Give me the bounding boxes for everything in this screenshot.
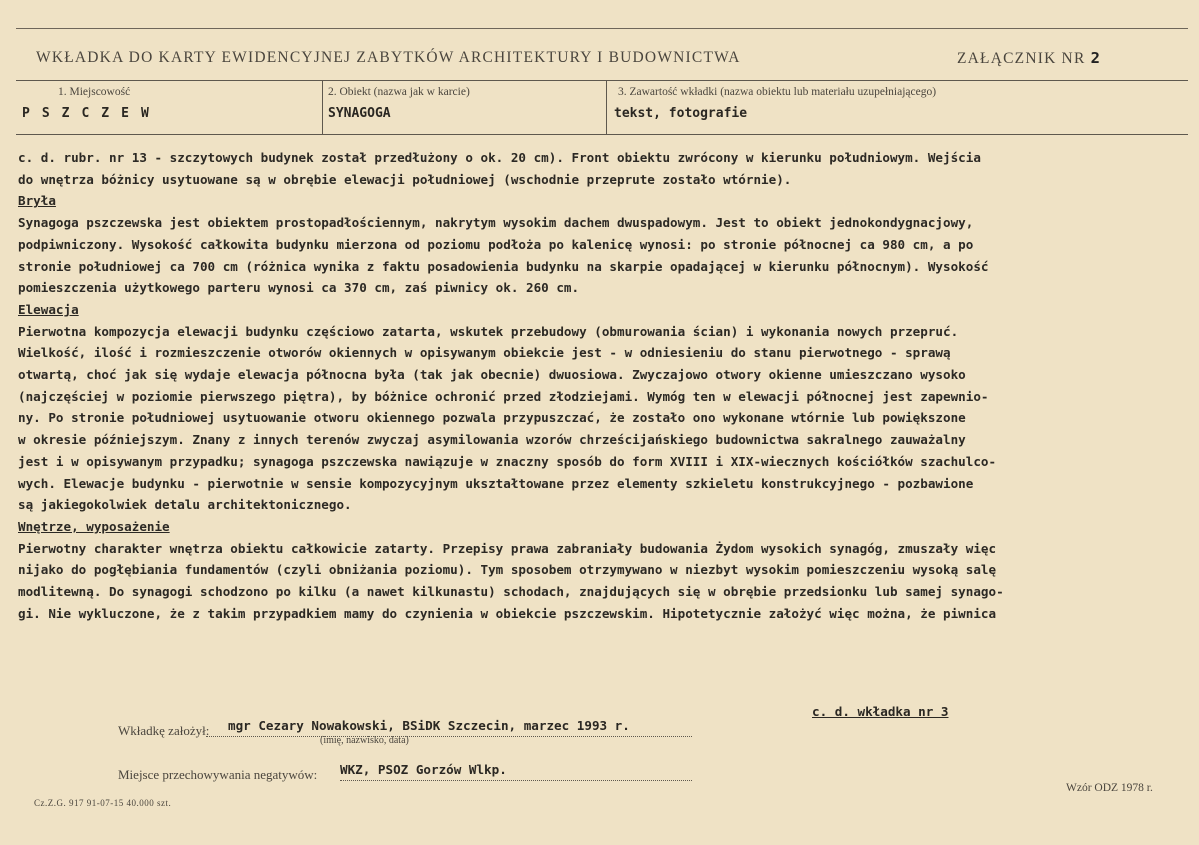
form-model: Wzór ODZ 1978 r. [1066, 782, 1153, 794]
print-info: Cz.Z.G. 917 91-07-15 40.000 szt. [34, 798, 172, 808]
fields-divider [16, 134, 1188, 135]
body-line: są jakiegokolwiek detalu architektonicznego. [18, 497, 352, 513]
body-line: wych. Elewacje budynku - pierwotnie w sensie kompozycyjnym ukształtowane przez elementy szkieletu konstrukcyjnego - pozbawione [18, 475, 974, 491]
body-line: otwartą, choć jak się wydaje elewacja północna była (tak jak obecnie) dwuosiowa. Zwyczajowo otwory okienne umieszczano wysoko [18, 367, 966, 383]
body-line: (najczęściej w poziomie pierwszego piętra), by bóżnice ochronić przed złodziejami. Wymóg ten w elewacji północnej jest zapewnio- [18, 388, 989, 404]
body-line: c. d. rubr. nr 13 - szczytowych budynek został przedłużony o ok. 20 cm). Front obiektu zwrócony w kierunku południowym. Wejścia [18, 150, 981, 165]
place-value: PSZCZEW [22, 106, 161, 121]
section-heading: Wnętrze, wyposażenie [18, 518, 170, 534]
storage-label: Miejsce przechowywania negatywów: [118, 767, 318, 782]
section-heading: Elewacja [18, 301, 79, 317]
contents-label: 3. Zawartość wkładki (nazwa obiektu lub materiału uzupełniającego) [618, 86, 937, 98]
body-line: nijako do pogłębiania fundamentów (czyli obniżania poziomu). Tym sposobem otrzymywano w niezbyt wysokim pomieszczeniu wysoką salę [18, 562, 997, 578]
field-separator-1 [322, 81, 323, 134]
author-label: Wkładkę założył: [118, 723, 210, 738]
author-dotted-line [206, 736, 692, 737]
storage-value: WKZ, PSOZ Gorzów Wlkp. [340, 762, 507, 777]
header-divider [16, 80, 1188, 81]
storage-dotted-line [340, 780, 692, 781]
typed-body-text [18, 147, 1183, 624]
annex-label [957, 49, 1100, 68]
object-value: SYNAGOGA [328, 106, 391, 121]
field-separator-2 [606, 81, 607, 134]
body-line: pomieszczenia użytkowego parteru wynosi ca 370 cm, zaś piwnicy ok. 260 cm. [18, 280, 580, 296]
author-value: mgr Cezary Nowakowski, BSiDK Szczecin, marzec 1993 r. [228, 718, 630, 733]
body-line: ny. Po stronie południowej usytuowanie otworu okiennego pozwala przypuszczać, że zostało ono wykonane wtórnie lub powiększone [18, 410, 966, 426]
body-line: modlitewną. Do synagogi schodzono po kilku (a nawet kilkunastu) schodach, znajdujących się w obrębie przedsionku lub samej synago- [18, 584, 1004, 600]
body-line: do wnętrza bóżnicy usytuowane są w obrębie elewacji południowej (wschodnie przeprute zostało wtórnie). [18, 171, 792, 187]
continuation-note: c. d. wkładka nr 3 [812, 704, 949, 719]
object-label: 2. Obiekt (nazwa jak w karcie) [328, 86, 470, 98]
body-line: jest i w opisywanym przypadku; synagoga pszczewska nawiązuje w znaczny sposób do form XVIII i XIX-wiecznych kościółków szachulco- [18, 453, 997, 469]
body-line: gi. Nie wykluczone, że z takim przypadkiem mamy do czynienia w obiekcie pszczewskim. Hipotetycznie założyć więc można, że piwnica [18, 605, 997, 621]
top-border [16, 28, 1188, 29]
form-title: WKŁADKA DO KARTY EWIDENCYJNEJ ZABYTKÓW ARCHITEKTURY I BUDOWNICTWA [36, 49, 741, 66]
body-line: Pierwotna kompozycja elewacji budynku częściowo zatarta, wskutek przebudowy (obmurowania ścian) i wykonania nowych przepruć. [18, 323, 959, 339]
body-line: Pierwotny charakter wnętrza obiektu całkowicie zatarty. Przepisy prawa zabraniały budowania Żydom wysokich synagóg, zmuszały więc [18, 540, 997, 556]
annex-label-text: ZAŁĄCZNIK NR [957, 50, 1086, 67]
section-heading: Bryła [18, 193, 56, 209]
body-line: Synagoga pszczewska jest obiektem prostopadłościennym, nakrytym wysokim dachem dwuspadowym. Jest to obiekt jednokondygnacjowy, [18, 215, 974, 231]
body-line: stronie południowej ca 700 cm (różnica wynika z faktu posadowienia budynku na skarpie opadającej w kierunku północnym). Wysokość [18, 258, 989, 274]
place-label: 1. Miejscowość [58, 86, 131, 98]
contents-value: tekst, fotografie [614, 106, 748, 121]
author-hint: (imię, nazwisko, data) [320, 735, 409, 746]
body-line: podpiwniczony. Wysokość całkowita budynku mierzona od poziomu podłoża po kalenicę wynosi: po stronie północnej ca 980 cm, a po [18, 236, 974, 252]
body-line: Wielkość, ilość i rozmieszczenie otworów okiennych w opisywanym obiekcie jest - w odniesieniu do stanu pierwotnego - sprawą [18, 345, 951, 361]
annex-number: 2 [1090, 49, 1100, 67]
body-line: w okresie późniejszym. Znany z innych terenów zwyczaj asymilowania wzorów chrześcijańskiego budownictwa sakralnego zauważalny [18, 432, 966, 448]
